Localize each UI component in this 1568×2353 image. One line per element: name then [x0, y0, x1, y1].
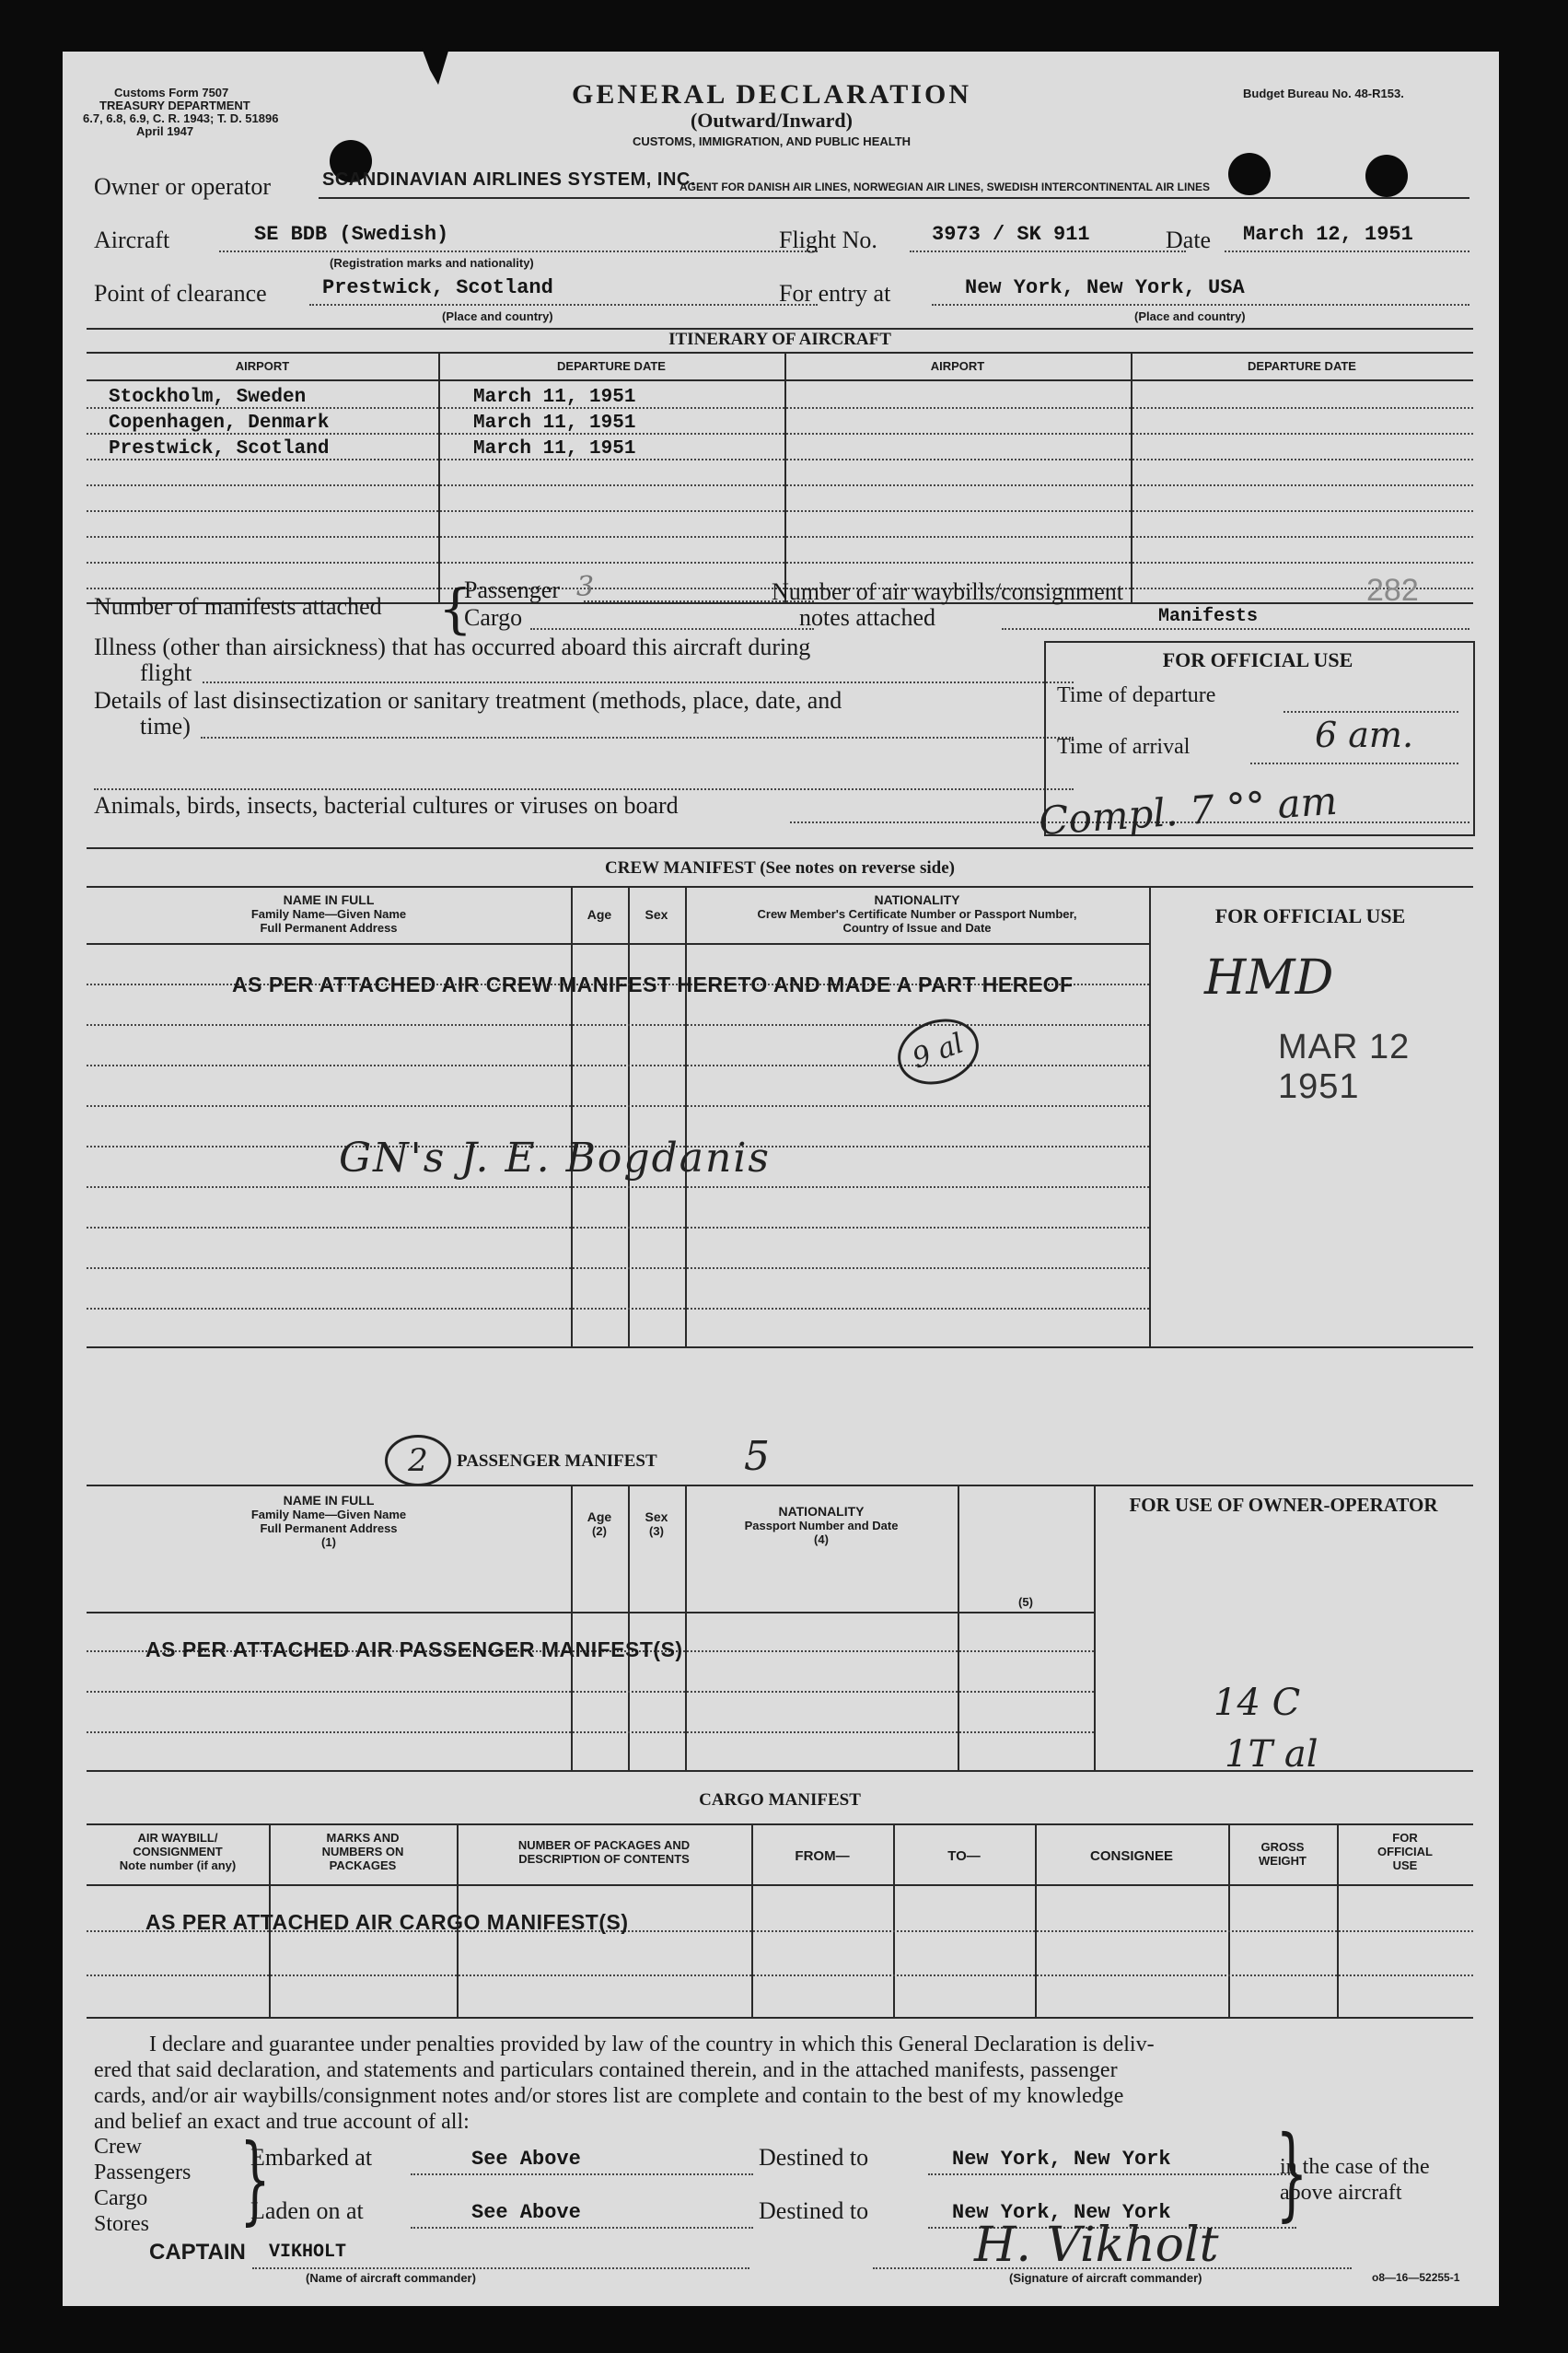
name-caption: (Name of aircraft commander)	[306, 2271, 476, 2285]
crew-col-name-1: NAME IN FULL	[283, 892, 375, 907]
disinsect-line-2: time)	[140, 713, 191, 740]
form-number: Customs Form 7507	[114, 86, 229, 99]
itinerary-header-departure-2: DEPARTURE DATE	[1248, 359, 1356, 373]
waybills-value: Manifests	[1158, 606, 1259, 627]
cargo-col1-2: CONSIGNMENT	[133, 1845, 223, 1858]
page-title: GENERAL DECLARATION	[571, 79, 971, 110]
passenger-title: PASSENGER MANIFEST	[457, 1451, 657, 1471]
department: TREASURY DEPARTMENT	[99, 99, 250, 112]
crew-col-sex: Sex	[645, 907, 668, 922]
itinerary-header-departure: DEPARTURE DATE	[557, 359, 666, 373]
cargo-col7-2: WEIGHT	[1259, 1854, 1307, 1868]
bottom-brace-right: }	[1275, 2114, 1308, 2231]
cargo-col-to: TO—	[947, 1848, 981, 1864]
clearance-caption: (Place and country)	[442, 309, 553, 323]
manifests-label: Number of manifests attached	[94, 593, 382, 620]
cargo-col2-1: MARKS AND	[326, 1831, 400, 1845]
crew-stamp-text: AS PER ATTACHED AIR CREW MANIFEST HERETO AND MADE A PART HEREOF	[232, 973, 1074, 996]
crew-circled-note	[889, 1008, 988, 1096]
passenger-col-age-num: (2)	[592, 1524, 607, 1538]
passenger-manifest-value: 3	[576, 571, 595, 603]
aircraft-caption: (Registration marks and nationality)	[330, 256, 534, 270]
bottom-stores: Stores	[94, 2212, 149, 2236]
owner-label: Owner or operator	[94, 173, 272, 200]
cargo-col-weight	[1228, 1840, 1337, 1868]
crew-col-age: Age	[587, 907, 612, 922]
case-line-2: above aircraft	[1280, 2181, 1402, 2205]
cargo-col8-3: USE	[1392, 1858, 1418, 1872]
declaration-form	[63, 52, 1499, 2306]
cargo-col3-1: NUMBER OF PACKAGES AND	[517, 1838, 691, 1852]
punch-hole	[1365, 155, 1408, 197]
waybills-label-2: notes attached	[799, 604, 935, 631]
passenger-col-name-1: NAME IN FULL	[283, 1493, 375, 1508]
cargo-manifest-label: Cargo	[464, 604, 523, 631]
passenger-col-nationality	[685, 1505, 958, 1546]
crew-col-name-3: Full Permanent Address	[260, 921, 398, 935]
cargo-col-official	[1337, 1831, 1473, 1872]
form-date: April 1947	[136, 124, 194, 138]
passenger-col-name-num: (1)	[321, 1535, 336, 1549]
declaration-line-2: ered that said declaration, and statements and particulars contained therein, and in the attached manifests, passenger	[94, 2058, 1118, 2082]
passenger-col-sex	[628, 1510, 685, 1538]
stamped-number: 282	[1366, 573, 1419, 608]
passenger-circled-text: 2	[408, 1442, 428, 1479]
bottom-passengers: Passengers	[94, 2161, 192, 2184]
owner-agent: AGENT FOR DANISH AIR LINES, NORWEGIAN AIR LINES, SWEDISH INTERCONTINENTAL AIR LINES	[679, 181, 1211, 193]
disinsect-line-1: Details of last disinsectization or sanitary treatment (methods, place, date, and	[94, 687, 842, 714]
cargo-col8-1: FOR	[1392, 1831, 1418, 1845]
illness-line-2: flight	[140, 659, 192, 686]
cargo-col-from: FROM—	[795, 1848, 850, 1864]
clearance-label: Point of clearance	[94, 280, 267, 307]
passenger-col-name-2: Family Name—Given Name	[250, 1508, 407, 1521]
passenger-col-sex-num: (3)	[649, 1524, 664, 1538]
departure-time-label: Time of departure	[1057, 683, 1216, 707]
entry-caption: (Place and country)	[1134, 309, 1246, 323]
cargo-col2-2: NUMBERS ON	[321, 1845, 404, 1858]
crew-col-nat-2: Crew Member's Certificate Number or Passport Number,	[757, 907, 1077, 921]
signature-caption: (Signature of aircraft commander)	[1009, 2271, 1202, 2285]
owner-value: SCANDINAVIAN AIRLINES SYSTEM, INC.	[322, 169, 696, 190]
itinerary-airport-1: Stockholm, Sweden	[109, 387, 307, 408]
cargo-col-waybill	[87, 1831, 269, 1872]
declaration-line-1: I declare and guarantee under penalties provided by law of the country in which this General Declaration is deliv-	[149, 2033, 1155, 2056]
passenger-stamp-text: AS PER ATTACHED AIR PASSENGER MANIFEST(S)	[145, 1637, 683, 1661]
date-value: March 12, 1951	[1243, 223, 1413, 246]
bottom-crew: Crew	[94, 2135, 142, 2159]
passenger-hand-1: 14 C	[1214, 1682, 1301, 1724]
passenger-col-nat-1: NATIONALITY	[778, 1504, 865, 1519]
destined-value-1: New York, New York	[952, 2148, 1171, 2171]
passenger-owner-use: FOR USE OF OWNER-OPERATOR	[1129, 1494, 1438, 1516]
destined-label-2: Destined to	[759, 2197, 869, 2224]
flight-label: Flight No.	[779, 227, 877, 253]
page-subsubtitle: CUSTOMS, IMMIGRATION, AND PUBLIC HEALTH	[632, 134, 912, 148]
print-code: o8—16—52255-1	[1372, 2271, 1460, 2284]
itinerary-date-2: March 11, 1951	[473, 413, 636, 434]
cargo-col1-3: Note number (if any)	[119, 1858, 237, 1872]
animals-label: Animals, birds, insects, bacterial cultures or viruses on board	[94, 792, 679, 819]
passenger-col-age	[571, 1510, 628, 1538]
cargo-col-packages	[457, 1838, 751, 1866]
crew-title: CREW MANIFEST (See notes on reverse side)	[605, 858, 955, 878]
cargo-col3-2: DESCRIPTION OF CONTENTS	[518, 1852, 690, 1866]
crew-signature: GN's J. E. Bogdanis	[339, 1135, 771, 1182]
cargo-col-marks	[269, 1831, 457, 1872]
crew-col-nationality	[685, 893, 1149, 935]
cargo-col7-1: GROSS	[1260, 1840, 1305, 1854]
illness-line-1: Illness (other than airsickness) that has occurred aboard this aircraft during	[94, 634, 811, 660]
captain-label: CAPTAIN	[149, 2240, 246, 2265]
date-label: Date	[1166, 227, 1212, 253]
flight-value: 3973 / SK 911	[932, 223, 1090, 246]
laden-value: See Above	[471, 2201, 581, 2224]
bottom-cargo: Cargo	[94, 2186, 148, 2210]
official-use-title: FOR OFFICIAL USE	[1162, 648, 1353, 671]
waybills-label-1: Number of air waybills/consignment	[772, 578, 1123, 605]
itinerary-date-3: March 11, 1951	[473, 438, 636, 460]
arrival-time-label: Time of arrival	[1057, 735, 1191, 759]
destined-value-2: New York, New York	[952, 2201, 1171, 2224]
declaration-text	[94, 2032, 1475, 2135]
passenger-circled	[385, 1435, 451, 1486]
crew-col-name	[87, 893, 571, 935]
aircraft-value: SE BDB (Swedish)	[254, 223, 449, 246]
passenger-hand-2: 1T al	[1225, 1733, 1318, 1776]
itinerary-title: ITINERARY OF AIRCRAFT	[668, 330, 891, 349]
crew-initials: HMD	[1204, 950, 1334, 1006]
cargo-title: CARGO MANIFEST	[699, 1790, 861, 1810]
passenger-hand-count: 5	[744, 1433, 770, 1480]
itinerary-header-airport: AIRPORT	[235, 359, 290, 373]
cargo-col-consignee: CONSIGNEE	[1089, 1848, 1173, 1864]
laden-label: Laden on at	[250, 2197, 364, 2224]
embarked-label: Embarked at	[250, 2144, 373, 2171]
cargo-col2-3: PACKAGES	[329, 1858, 397, 1872]
itinerary-header-airport-2: AIRPORT	[930, 359, 985, 373]
crew-official-use: FOR OFFICIAL USE	[1214, 904, 1406, 927]
cargo-col1-1: AIR WAYBILL/	[137, 1831, 218, 1845]
paper-tear	[422, 48, 449, 85]
entry-label: For entry at	[779, 280, 891, 307]
itinerary-airport-3: Prestwick, Scotland	[109, 438, 330, 460]
passenger-col-nat-num: (4)	[814, 1532, 829, 1546]
cargo-col8-2: OFFICIAL	[1377, 1845, 1433, 1858]
arrival-time-hand: 6 am.	[1315, 715, 1414, 755]
passenger-col-name	[87, 1494, 571, 1549]
passenger-manifest-label: Passenger	[464, 577, 560, 603]
bottom-brace-left: }	[239, 2123, 271, 2235]
punch-hole	[1228, 153, 1271, 195]
declaration-line-4: and belief an exact and true account of all:	[94, 2110, 470, 2134]
passenger-col-nat-2: Passport Number and Date	[744, 1519, 899, 1532]
passenger-col-5: (5)	[1018, 1595, 1033, 1609]
declaration-line-3: cards, and/or air waybills/consignment notes and/or stores list are complete and contain to the best of my knowledge	[94, 2084, 1124, 2108]
passenger-col-age-label: Age	[587, 1509, 612, 1524]
captain-name: VIKHOLT	[269, 2242, 347, 2263]
header-title-block	[486, 79, 1057, 148]
clearance-value: Prestwick, Scotland	[322, 276, 553, 299]
destined-label-1: Destined to	[759, 2144, 869, 2171]
aircraft-label: Aircraft	[94, 227, 170, 253]
cargo-stamp-text: AS PER ATTACHED AIR CARGO MANIFEST(S)	[145, 1910, 629, 1934]
form-number-block	[83, 87, 278, 138]
passenger-col-name-3: Full Permanent Address	[260, 1521, 398, 1535]
manifests-brace: {	[438, 577, 472, 640]
passenger-col-sex-label: Sex	[645, 1509, 668, 1524]
page-subtitle: (Outward/Inward)	[690, 109, 853, 132]
crew-col-nat-3: Country of Issue and Date	[842, 921, 992, 935]
entry-value: New York, New York, USA	[965, 276, 1245, 299]
animals-hand: Compl. 7 °° am	[1037, 777, 1339, 845]
crew-col-name-2: Family Name—Given Name	[250, 907, 407, 921]
regulation-ref: 6.7, 6.8, 6.9, C. R. 1943; T. D. 51896	[83, 111, 279, 125]
itinerary-airport-2: Copenhagen, Denmark	[109, 413, 330, 434]
captain-signature: H. Vikholt	[974, 2218, 1219, 2273]
crew-circled-text: 9 al	[908, 1027, 969, 1076]
budget-bureau: Budget Bureau No. 48-R153.	[1243, 87, 1404, 100]
crew-col-nat-1: NATIONALITY	[874, 892, 960, 907]
embarked-value: See Above	[471, 2148, 581, 2171]
itinerary-date-1: March 11, 1951	[473, 387, 636, 408]
case-line-1: in the case of the	[1280, 2155, 1430, 2179]
crew-date-stamp: MAR 12 1951	[1278, 1028, 1411, 1106]
